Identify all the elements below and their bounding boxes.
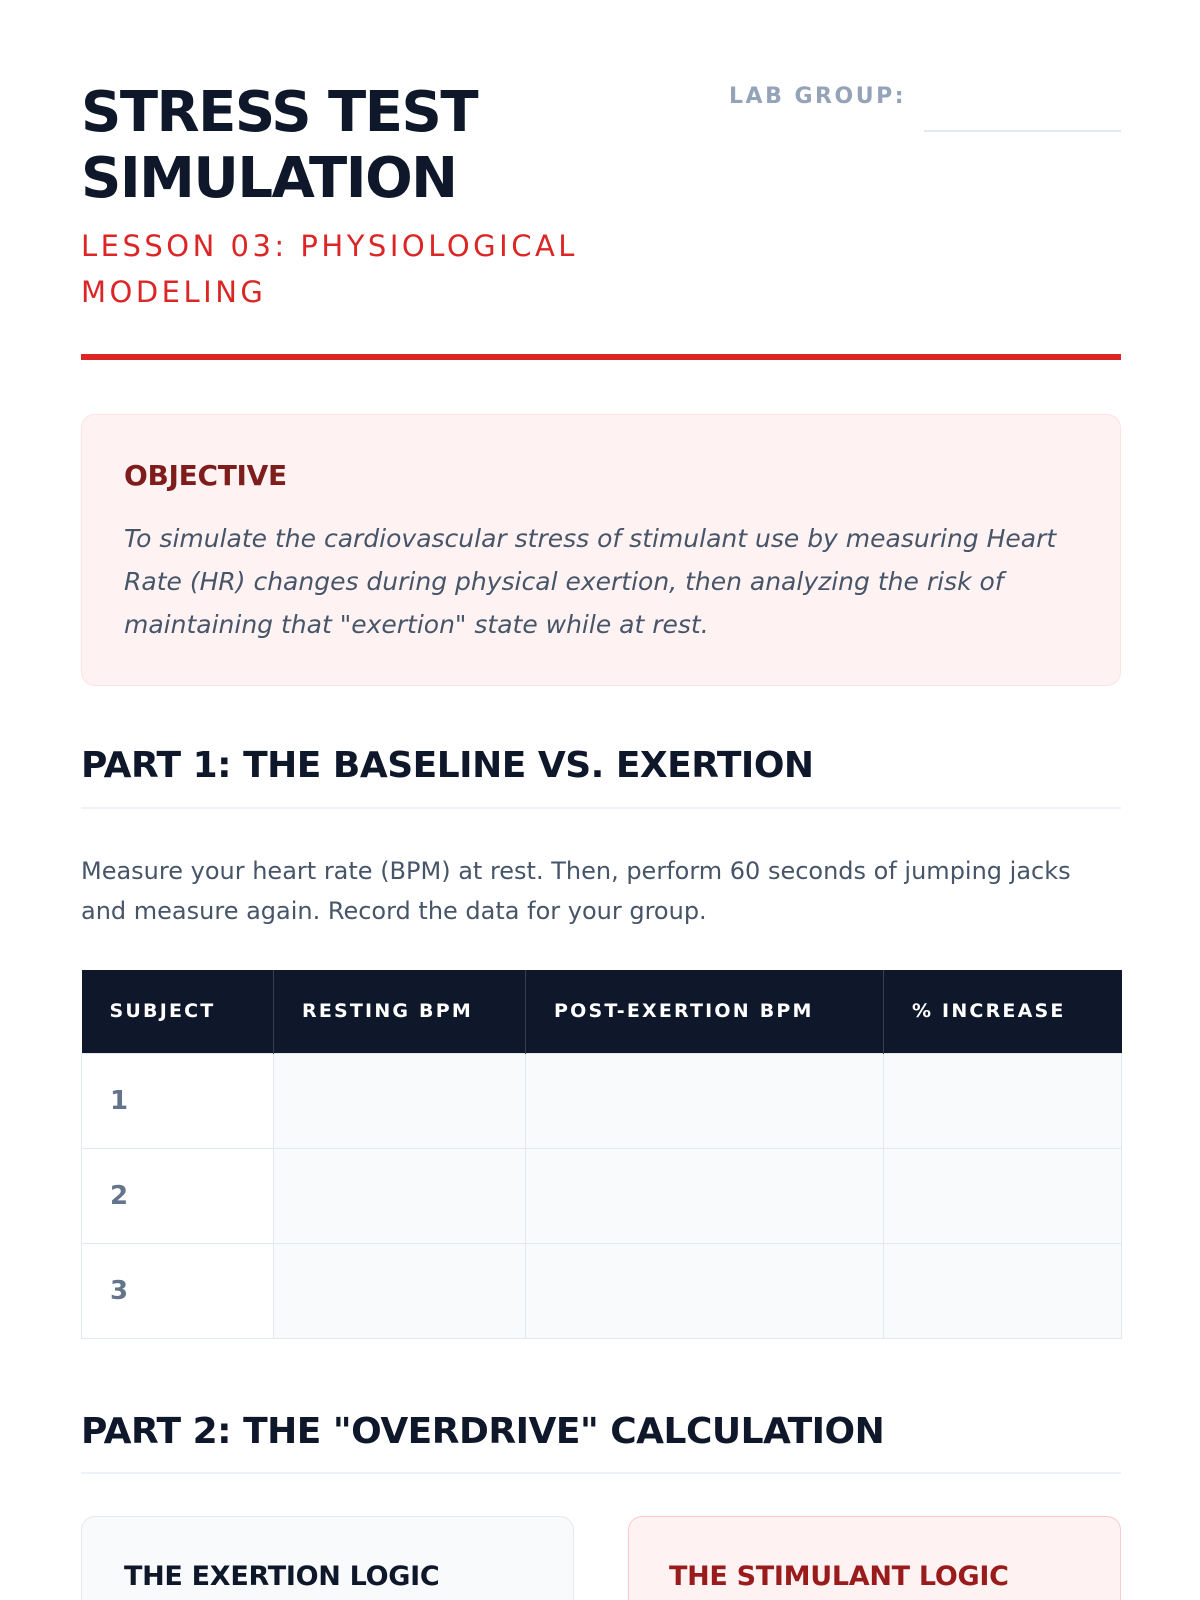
lab-group-field xyxy=(706,80,1121,150)
table-row xyxy=(82,1148,1122,1243)
objective-heading: OBJECTIVE xyxy=(124,459,287,492)
objective-text: To simulate the cardiovascular stress of stimulant use by measuring Heart Rate (HR) changes during physical exertion, then analyzing the risk of maintaining that "exertion" state while at rest. xyxy=(124,524,1057,639)
post-exertion-bpm-cell[interactable] xyxy=(526,1053,884,1148)
table-header-row xyxy=(82,970,1122,1053)
resting-bpm-cell[interactable] xyxy=(274,1243,526,1338)
percent-increase-cell[interactable] xyxy=(884,1148,1122,1243)
part2-heading: PART 2: THE "OVERDRIVE" CALCULATION xyxy=(81,1411,885,1452)
subject-cell: 1 xyxy=(82,1053,274,1148)
part1-heading: PART 1: THE BASELINE VS. EXERTION xyxy=(81,745,814,786)
table-row xyxy=(82,1243,1122,1338)
stimulant-logic-title: THE STIMULANT LOGIC xyxy=(669,1561,1009,1592)
exertion-logic-card xyxy=(81,1516,574,1600)
subject-cell: 2 xyxy=(82,1148,274,1243)
exertion-logic-title: THE EXERTION LOGIC xyxy=(124,1561,440,1592)
stimulant-logic-card xyxy=(628,1516,1121,1600)
subject-cell: 3 xyxy=(82,1243,274,1338)
lab-group-label: LAB GROUP: xyxy=(729,84,906,109)
resting-bpm-cell[interactable] xyxy=(274,1148,526,1243)
column-header-post-exertion-bpm: POST-EXERTION BPM xyxy=(526,970,884,1053)
lesson-subtitle: LESSON 03: PHYSIOLOGICAL MODELING xyxy=(81,229,578,309)
post-exertion-bpm-cell[interactable] xyxy=(526,1148,884,1243)
column-header-resting-bpm: RESTING BPM xyxy=(274,970,526,1053)
percent-increase-cell[interactable] xyxy=(884,1243,1122,1338)
page-header xyxy=(81,80,1121,360)
percent-increase-cell[interactable] xyxy=(884,1053,1122,1148)
objective-box xyxy=(81,414,1121,686)
page-title: STRESS TEST SIMULATION xyxy=(81,80,478,211)
part1-instructions: Measure your heart rate (BPM) at rest. Then, perform 60 seconds of jumping jacks and measure again. Record the data for your group. xyxy=(81,857,1071,925)
part1-divider xyxy=(81,807,1121,809)
bpm-data-table xyxy=(81,970,1122,1339)
table-row xyxy=(82,1053,1122,1148)
worksheet-page xyxy=(81,0,1121,1600)
column-header-subject: SUBJECT xyxy=(82,970,274,1053)
column-header-percent-increase: % INCREASE xyxy=(884,970,1122,1053)
part2-divider xyxy=(81,1472,1121,1474)
post-exertion-bpm-cell[interactable] xyxy=(526,1243,884,1338)
header-divider xyxy=(81,354,1121,360)
resting-bpm-cell[interactable] xyxy=(274,1053,526,1148)
lab-group-input-line[interactable] xyxy=(924,130,1121,132)
